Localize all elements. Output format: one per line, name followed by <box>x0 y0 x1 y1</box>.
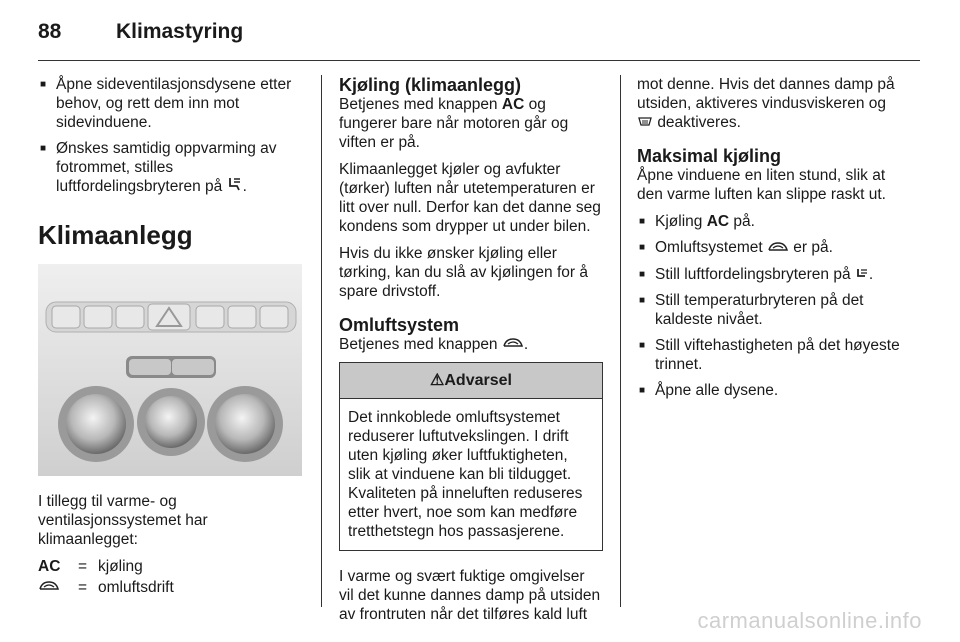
intro-text: I tillegg til varme- og ventilasjonssystemet har klimaanlegget: <box>38 493 208 549</box>
warning-icon: ⚠ <box>430 372 445 390</box>
floor-defrost-icon <box>227 177 243 196</box>
page-number: 88 <box>38 20 62 43</box>
paragraph: Åpne vinduene en liten stund, slik at den varme luften kan slippe raskt ut. <box>637 167 886 204</box>
recirculation-icon <box>767 239 789 258</box>
warning-box <box>339 362 603 551</box>
paragraph: mot denne. Hvis det dannes damp på utsiden, aktiveres vindusviskeren og deaktiveres. <box>637 76 895 131</box>
windshield-air-icon <box>855 265 869 284</box>
section-heading: Klimaanlegg <box>38 220 193 251</box>
list-item: ■ Åpne alle dysene. <box>637 381 905 400</box>
section-heading: Omluftsystem <box>339 315 460 335</box>
recirculation-icon <box>38 578 78 597</box>
bullet-list <box>38 75 306 196</box>
list-item: ■ Still viftehastigheten på det høyeste trinnet. <box>637 336 905 374</box>
column-divider <box>321 75 322 607</box>
list-item: ■ Still luftfordelingsbryteren på . <box>637 265 905 284</box>
list-item: ■ Ønskes samtidig oppvarming av fotrommet, stilles luftfordelingsbryteren på . <box>38 139 306 196</box>
section-heading: Kjøling (klimaanlegg) <box>339 75 522 95</box>
column-1 <box>38 75 306 597</box>
list-item: ■ Omluftsystemet er på. <box>637 238 905 257</box>
paragraph: I varme og svært fuktige omgivelser vil det kunne dannes damp på utsiden av frontruten når det tilføres kald luft <box>339 568 601 624</box>
rear-window-heater-icon <box>637 113 653 132</box>
climate-control-photo <box>38 264 302 476</box>
chapter-title: Klimastyring <box>116 20 244 43</box>
section-heading: Maksimal kjøling <box>637 146 782 167</box>
recirculation-icon <box>502 335 524 354</box>
bullet-list <box>637 212 905 400</box>
paragraph: Klimaanlegget kjøler og avfukter (tørker) luften når utetemperaturen er litt over null. Derfor kan det danne seg kondens som drypper ut under bilen. <box>339 161 601 235</box>
column-3 <box>637 75 905 407</box>
column-divider <box>620 75 621 607</box>
column-2 <box>339 75 603 632</box>
legend: AC = kjøling = omluftsdrift <box>38 558 174 597</box>
paragraph: Hvis du ikke ønsker kjøling eller tørking, kan du slå av kjølingen for å spare drivstoff. <box>339 245 588 300</box>
ac-key: AC <box>38 558 61 576</box>
page-header <box>38 20 920 61</box>
list-item: ■ Still temperaturbryteren på det kaldeste nivået. <box>637 291 905 329</box>
warning-body: Det innkoblede omluftsystemet reduserer luftutvekslingen. I drift uten kjøling øker luftfuktigheten, slik at vinduene kan bli tildugget. Kvaliteten på inneluften reduseres etter hvert, noe som kan medføre tretthetstegn hos passasjerene. <box>348 409 583 541</box>
warning-header: ⚠Advarsel <box>340 363 602 399</box>
list-item: ■ Kjøling AC på. <box>637 212 905 231</box>
paragraph: Betjenes med knappen . <box>339 336 529 353</box>
list-item: ■ Åpne sideventilasjonsdysene etter behov, og rett dem inn mot sidevinduene. <box>38 75 306 132</box>
watermark: carmanualsonline.info <box>697 608 922 633</box>
paragraph: Betjenes med knappen AC og fungerer bare når motoren går og viften er på. <box>339 96 569 151</box>
